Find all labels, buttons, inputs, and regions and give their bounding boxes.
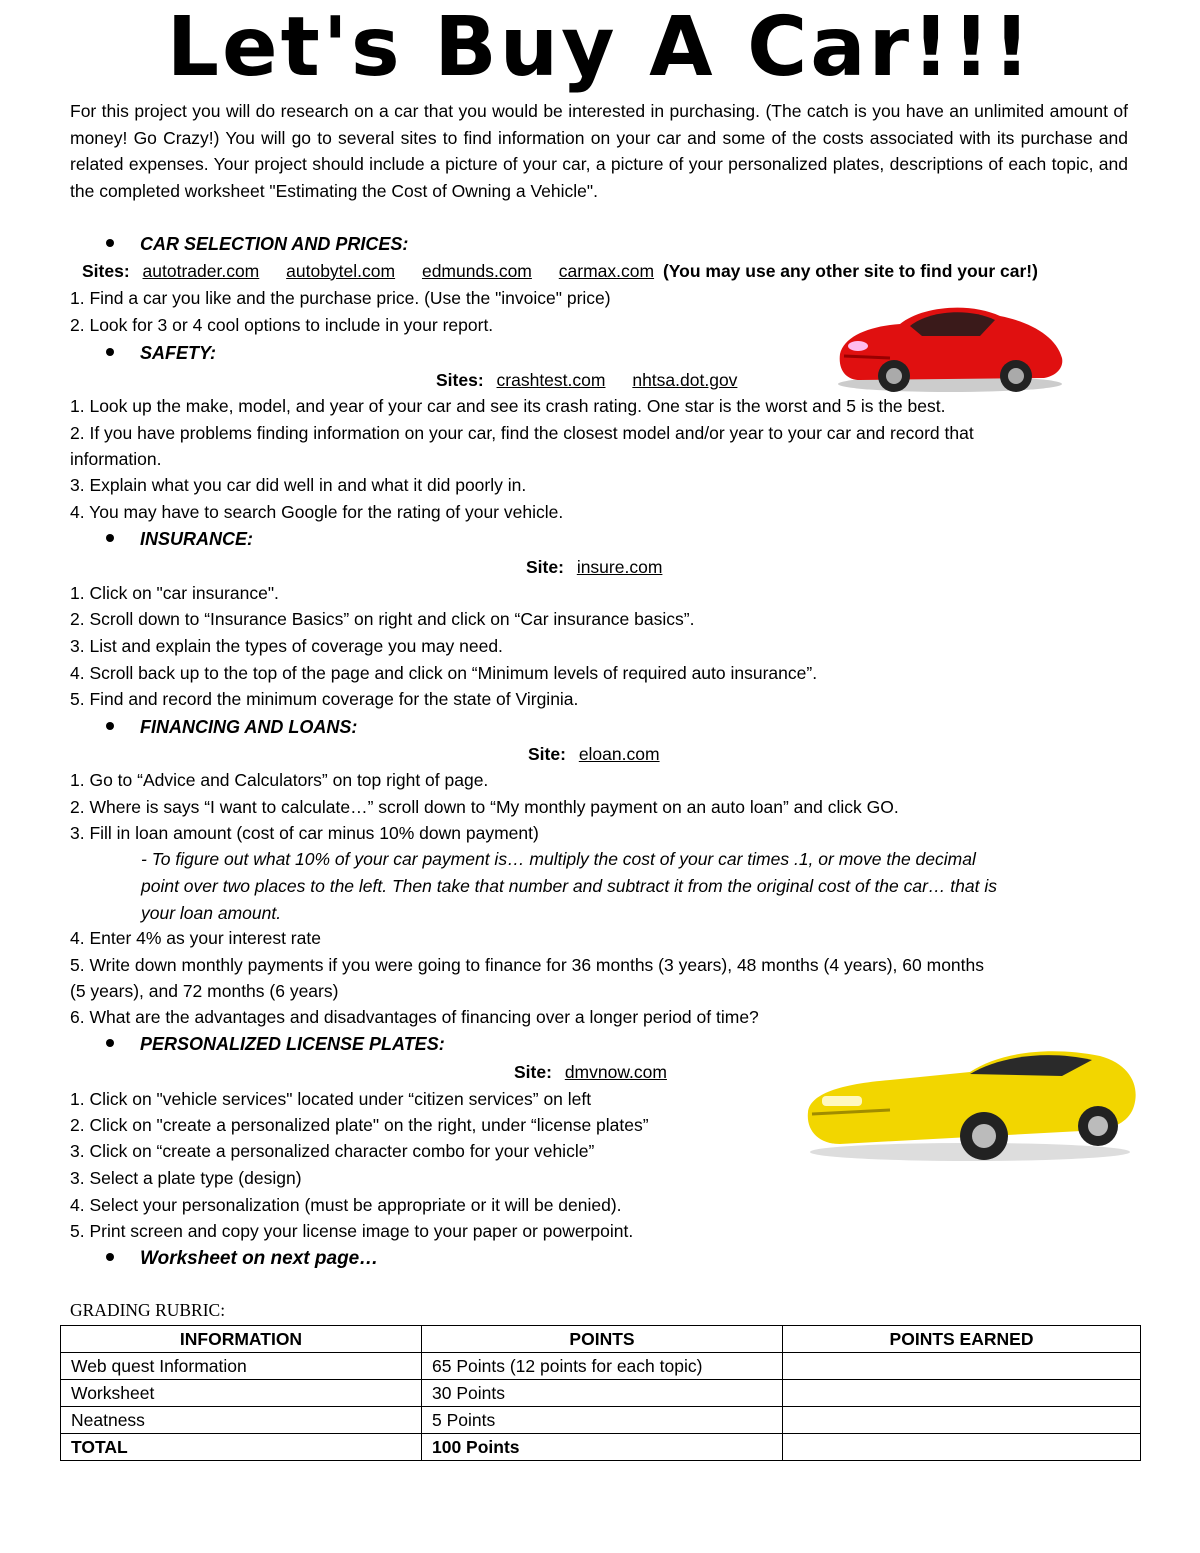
table-cell: Web quest Information	[61, 1353, 422, 1380]
step: 5. Write down monthly payments if you were going to finance for 36 months (3 years), 48 months (4 years), 60 months	[70, 955, 984, 975]
step: 1. Click on "vehicle services" located under “citizen services” on left	[70, 1089, 592, 1109]
step: 3. Fill in loan amount (cost of car minus 10% down payment)	[70, 823, 539, 843]
step: 2. Look for 3 or 4 cool options to include in your report.	[70, 315, 494, 335]
table-cell: 65 Points (12 points for each topic)	[422, 1353, 783, 1380]
step: 1. Go to “Advice and Calculators” on top right of page.	[70, 770, 489, 790]
heading-financing: FINANCING AND LOANS:	[106, 714, 357, 740]
bullet-icon	[106, 534, 114, 542]
link-nhtsa[interactable]: nhtsa.dot.gov	[632, 370, 738, 390]
step: 2. Scroll down to “Insurance Basics” on right and click on “Car insurance basics”.	[70, 609, 695, 629]
table-row	[61, 1380, 1141, 1407]
note-line: your loan amount.	[141, 903, 282, 923]
table-cell: TOTAL	[61, 1434, 422, 1461]
link-autobytel[interactable]: autobytel.com	[286, 261, 396, 281]
heading-car-selection: CAR SELECTION AND PRICES:	[106, 231, 408, 257]
worksheet-note: Worksheet on next page…	[106, 1246, 378, 1272]
step: 3. Explain what you car did well in and what it did poorly in.	[70, 475, 527, 495]
link-insure[interactable]: insure.com	[576, 557, 663, 577]
column-header: POINTS	[422, 1326, 783, 1353]
heading-insurance: INSURANCE:	[106, 526, 253, 552]
table-cell: 5 Points	[422, 1407, 783, 1434]
table-cell	[783, 1353, 1141, 1380]
bullet-icon	[106, 722, 114, 730]
step: 3. List and explain the types of coverage you may need.	[70, 636, 503, 656]
table-cell: 30 Points	[422, 1380, 783, 1407]
step: information.	[70, 449, 162, 469]
step: 1. Click on "car insurance".	[70, 583, 279, 603]
column-header: POINTS EARNED	[783, 1326, 1141, 1353]
safety-sites: Sites: crashtest.com nhtsa.dot.gov	[436, 370, 738, 390]
step: 2. Click on "create a personalized plate" on the right, under “license plates”	[70, 1115, 649, 1135]
table-cell: Neatness	[61, 1407, 422, 1434]
plates-site: Site: dmvnow.com	[514, 1062, 667, 1082]
table-total-row	[61, 1434, 1141, 1461]
intro-paragraph: For this project you will do research on a car that you would be interested in purchasing. (The catch is you have an unlimited amount of money! Go Crazy!) You will go to several sites to find information on your car and some of the costs associated with its purchase and related expenses. Your project should include a picture of your car, a picture of your personalized plates, descriptions of each topic, and the completed worksheet "Estimating the Cost of Owning a Vehicle".	[70, 101, 1128, 201]
step: 4. Select your personalization (must be appropriate or it will be denied).	[70, 1195, 622, 1215]
rubric-label: GRADING RUBRIC:	[70, 1300, 226, 1320]
column-header: INFORMATION	[61, 1326, 422, 1353]
bullet-icon	[106, 1253, 114, 1261]
step: 5. Find and record the minimum coverage for the state of Virginia.	[70, 689, 579, 709]
step: 2. Where is says “I want to calculate…” scroll down to “My monthly payment on an auto loan” and click GO.	[70, 797, 899, 817]
step: 3. Select a plate type (design)	[70, 1168, 302, 1188]
table-cell: Worksheet	[61, 1380, 422, 1407]
page-title: Let's Buy A Car!!!	[166, 0, 1034, 95]
step: 4. Scroll back up to the top of the page and click on “Minimum levels of required auto insurance”.	[70, 663, 818, 683]
car-selection-sites: Sites: autotrader.com autobytel.com edmunds.com carmax.com (You may use any other site to find your car!)	[82, 261, 1038, 281]
step: 3. Click on “create a personalized character combo for your vehicle”	[70, 1141, 595, 1161]
link-autotrader[interactable]: autotrader.com	[142, 261, 260, 281]
red-sports-car-image	[830, 296, 1070, 396]
note-line: - To figure out what 10% of your car payment is… multiply the cost of your car times .1, or move the decimal	[141, 849, 976, 869]
bullet-icon	[106, 239, 114, 247]
note-line: point over two places to the left. Then take that number and subtract it from the original cost of the car… that is	[141, 876, 997, 896]
table-cell	[783, 1434, 1141, 1461]
grading-rubric-table	[60, 1325, 1141, 1461]
link-crashtest[interactable]: crashtest.com	[496, 370, 606, 390]
link-edmunds[interactable]: edmunds.com	[421, 261, 532, 281]
table-cell	[783, 1380, 1141, 1407]
heading-plates: PERSONALIZED LICENSE PLATES:	[106, 1031, 445, 1057]
step: 5. Print screen and copy your license image to your paper or powerpoint.	[70, 1221, 634, 1241]
step: 4. Enter 4% as your interest rate	[70, 928, 321, 948]
heading-safety: SAFETY:	[106, 340, 216, 366]
step: 2. If you have problems finding information on your car, find the closest model and/or year to your car and record that	[70, 423, 974, 443]
link-eloan[interactable]: eloan.com	[578, 744, 660, 764]
insurance-site: Site: insure.com	[526, 557, 663, 577]
table-row	[61, 1353, 1141, 1380]
link-carmax[interactable]: carmax.com	[558, 261, 655, 281]
sites-note: (You may use any other site to find your car!)	[662, 261, 1038, 281]
step: 6. What are the advantages and disadvantages of financing over a longer period of time?	[70, 1007, 759, 1027]
bullet-icon	[106, 1039, 114, 1047]
table-cell: 100 Points	[422, 1434, 783, 1461]
link-dmvnow[interactable]: dmvnow.com	[564, 1062, 667, 1082]
step: (5 years), and 72 months (6 years)	[70, 981, 339, 1001]
bullet-icon	[106, 348, 114, 356]
table-cell	[783, 1407, 1141, 1434]
table-row	[61, 1407, 1141, 1434]
step: 1. Look up the make, model, and year of your car and see its crash rating. One star is the worst and 5 is the best.	[70, 396, 946, 416]
financing-site: Site: eloan.com	[528, 744, 660, 764]
yellow-convertible-car-image	[800, 1032, 1142, 1164]
step: 4. You may have to search Google for the rating of your vehicle.	[70, 502, 564, 522]
table-header-row	[61, 1326, 1141, 1353]
step: 1. Find a car you like and the purchase price. (Use the "invoice" price)	[70, 288, 611, 308]
